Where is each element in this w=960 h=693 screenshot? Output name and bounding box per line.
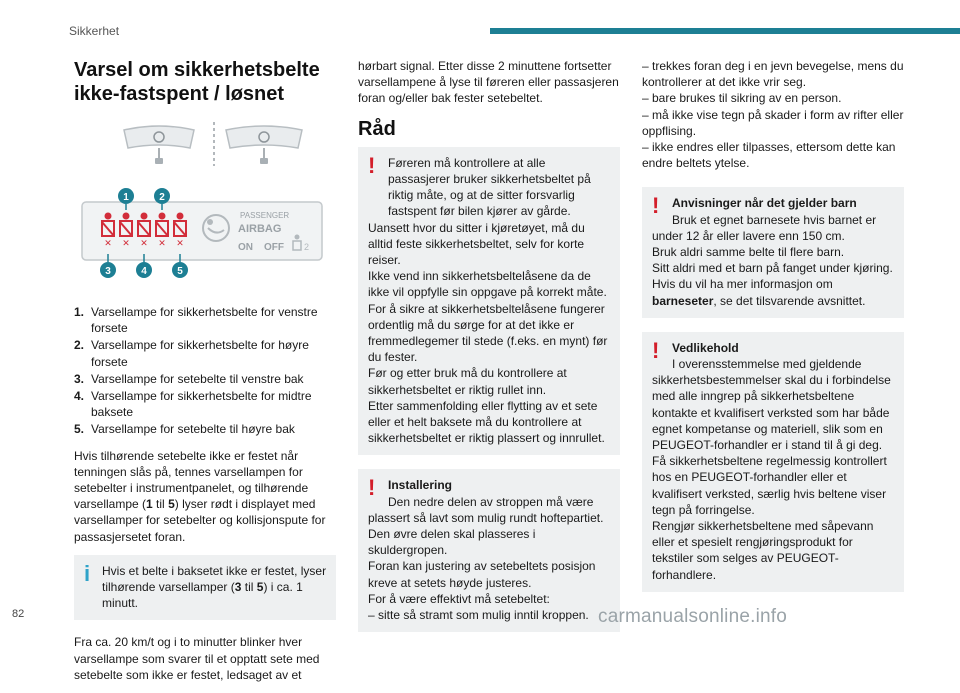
svg-text:✕: ✕ <box>176 238 184 248</box>
header-accent-bar <box>490 28 960 34</box>
legend-item: 1. Varsellampe for sikkerhetsbelte for venstre forsete <box>74 305 318 336</box>
airbag-label: AIRBAG <box>238 223 282 235</box>
svg-text:1: 1 <box>123 192 129 203</box>
mirror-right <box>226 126 302 164</box>
section-title: Varsel om sikkerhetsbelte ikke-fastspent / løsnet <box>74 59 320 105</box>
svg-text:✕: ✕ <box>122 238 130 248</box>
section-label: Sikkerhet <box>69 24 120 38</box>
paragraph: Hvis tilhørende setebelte ikke er festet når tenningen slås på, tennes varsellampen for setebelter i instrumentpanelet, og tilhørende varsellampe (1 til 5) lyser rødt i displayet med varsellamper for setebelter og kollisjonspute for passasjersetet foran. <box>74 448 326 544</box>
warning-box: ! Føreren må kontrollere at alle passasjerer bruker sikkerhetsbeltet på riktig måte, og at de sitter forsvarlig fastspent før bilen kjører av gårde. Uansett hvor du sitter i kjøretøyet, må du alltid feste sikkerhetsbeltet, selv for korte reiser. Ikke vend inn sikkerhetsbeltelåsene da de ikke vil oppfylle sin oppgave på korrekt måte. For å sikre at sikkerhetsbeltelåsene fungerer ordentlig må du sørge for at det ikke er fremmedlegemer til stede (f.eks. en mynt) før du fester. Før og etter bruk må du kontrollere at sikkerhetsbeltet er riktig rullet inn. Etter sammenfolding eller flytting av et sete eller et helt baksete må du kontrollere at sikkerhetsbeltet er riktig plassert og innrullet. <box>358 147 620 456</box>
mirror-left <box>124 126 194 164</box>
svg-text:✕: ✕ <box>104 238 112 248</box>
warning-box: ! Vedlikehold I overensstemmelse med gjeldende sikkerhetsbestemmelser skal du i forbindelse med alle inngrep på sikkerhetsbeltene kontakte et kvalifisert verksted som har både egnet kompetanse og materiell, slik som en PEUGEOT-forhandler er i stand til å gi deg. Få sikkerhetsbeltene regelmessig kontrollert hos en PEUGEOT-forhandler eller et kvalifisert verksted, særlig hvis beltene viser tegn på forringelse. Rengjør sikkerhetsbeltene med såpevann eller et spesielt rengjøringsprodukt for tekstiler som selges av PEUGEOT-forhandlere. <box>642 332 904 592</box>
passenger-label: PASSENGER <box>240 211 290 220</box>
warning-box: ! Anvisninger når det gjelder barn Bruk et egnet barnesete hvis barnet er under 12 år eller lavere enn 150 cm. Bruk aldri samme belte til flere barn. Sitt aldri med et barn på fanget under kjøring. Hvis du vil ha mer informasjon om barneseter, se det tilsvarende avsnittet. <box>642 187 904 317</box>
rearview-mirror-illustration <box>114 120 314 170</box>
svg-text:2: 2 <box>304 242 310 252</box>
column-2 <box>358 58 620 646</box>
info-box: i Hvis et belte i baksetet ikke er festet, lyser tilhørende varsellamper (3 til 5) i ca. 1 minutt. <box>74 555 336 621</box>
warning-icon: ! <box>652 337 660 363</box>
legend-item: 4. Varsellampe for sikkerhetsbelte for midtre baksete <box>74 389 312 420</box>
seatbelt-display-panel <box>78 188 326 286</box>
column-1 <box>74 58 336 693</box>
warning-icon: ! <box>368 475 376 501</box>
svg-text:3: 3 <box>105 266 111 277</box>
svg-text:✕: ✕ <box>158 238 166 248</box>
legend-item: 2. Varsellampe for sikkerhetsbelte for høyre forsete <box>74 338 309 369</box>
column-3 <box>642 58 904 606</box>
legend-list <box>74 304 336 438</box>
heading-rad: Råd <box>358 117 396 140</box>
svg-text:4: 4 <box>141 266 147 277</box>
svg-text:2: 2 <box>159 192 165 203</box>
watermark: carmanualsonline.info <box>598 606 788 627</box>
paragraph: hørbart signal. Etter disse 2 minuttene fortsetter varsellampene å lyse til føreren eller passasjeren foran og/eller bak fester setebeltet. <box>358 59 619 106</box>
paragraph: – trekkes foran deg i en jevn bevegelse, mens du kontrollerer at det ikke vrir seg. – bare brukes til sikring av en person. – må ikke vise tegn på skader i form av rifter eller oppflising. – ikke endres eller tilpasses, ettersom dette kan endre beltets ytelse. <box>642 59 904 171</box>
warning-icon: ! <box>652 193 660 219</box>
svg-text:✕: ✕ <box>140 238 148 248</box>
legend-item: 3. Varsellampe for setebelte til venstre bak <box>74 371 304 386</box>
warning-icon: ! <box>368 152 376 178</box>
info-icon: i <box>84 560 91 586</box>
legend-item: 5. Varsellampe for setebelte til høyre bak <box>74 422 295 437</box>
page-number: 82 <box>12 608 25 620</box>
off-label: OFF <box>264 242 284 253</box>
seatbelt-warning-figure <box>74 118 336 298</box>
svg-text:5: 5 <box>177 266 183 277</box>
paragraph: Fra ca. 20 km/t og i to minutter blinker hver varsellampe som svarer til et opptatt sete med setebelte som ikke er festet, ledsaget av et <box>74 635 320 682</box>
on-label: ON <box>238 242 253 253</box>
warning-box: ! Installering Den nedre delen av stroppen må være plassert så lavt som mulig rundt hoftepartiet. Den øvre delen skal plasseres i skuldergropen. Foran kan justering av setebeltets posisjon kreve at setets høyde justeres. For å være effektivt må setebeltet: – sitte så stramt som mulig inntil kroppen. <box>358 469 620 632</box>
